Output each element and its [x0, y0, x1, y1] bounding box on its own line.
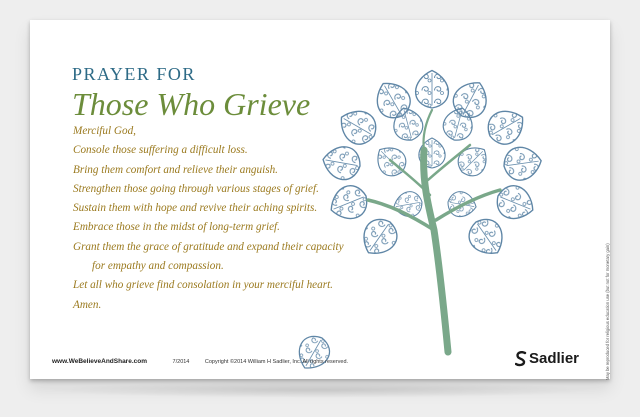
prayer-line: Console those suffering a difficult loss. [73, 144, 248, 157]
prayer-line: Embrace those in the midst of long-term grief. [73, 221, 280, 234]
tree-with-filigree-leaves-icon [30, 20, 610, 379]
copyright-text: Copyright ©2014 William H Sadlier, Inc. All rights reserved. [204, 359, 349, 365]
prayer-line: Strengthen those going through various stages of grief. [73, 182, 319, 195]
prayer-line: Let all who grieve find consolation in your merciful heart. [73, 279, 333, 292]
card-footer [52, 358, 348, 365]
prayer-line: Merciful God, [73, 125, 136, 137]
prayer-title: Those Who Grieve [72, 86, 311, 122]
prayer-card [30, 20, 610, 379]
prayer-line: Bring them comfort and relieve their anguish. [73, 163, 278, 176]
print-date: 7/2014 [172, 359, 190, 365]
prayer-line: Sustain them with hope and revive their aching spirits. [73, 202, 318, 215]
prayer-line: Grant them the grace of gratitude and expand their capacity [73, 240, 344, 253]
reproduction-note: May be reproduced for religious education use (but not for monetary gain) [605, 243, 610, 380]
prayer-line: Amen. [73, 298, 102, 311]
website-link[interactable]: www.WeBelieveAndShare.com [52, 358, 148, 365]
card-shadow [44, 382, 596, 398]
prayer-line: for empathy and compassion. [92, 260, 224, 273]
falling-leaf-icon [292, 330, 335, 375]
sadlier-logo [515, 350, 579, 367]
sadlier-s-icon [515, 351, 527, 367]
logo-wordmark: Sadlier [529, 350, 580, 367]
prayer-kicker: PRAYER FOR [72, 64, 196, 84]
